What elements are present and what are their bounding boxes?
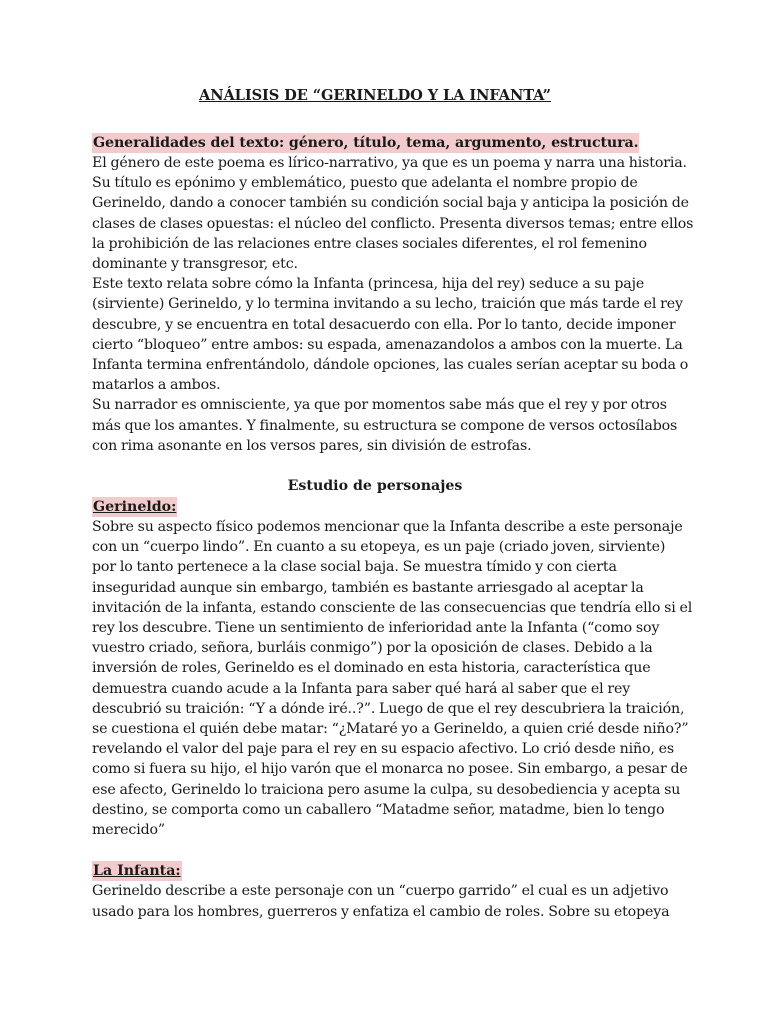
text-line: merecido” (92, 822, 166, 839)
paragraph-spacer (92, 840, 658, 860)
text-line: vuestro criado, señora, burláis conmigo”) por la oposición de clases. Debido a la (92, 640, 653, 657)
text-line: Su título es epónimo y emblemático, puesto que adelanta el nombre propio de (92, 175, 638, 192)
text-line: destino, se comporta como un caballero “Matadme señor, matadme, bien lo tengo (92, 801, 665, 818)
text-line: revelando el valor del paje para el rey en su espacio afectivo. Lo crió desde niño, es (92, 741, 674, 758)
text-line: usado para los hombres, guerreros y enfatiza el cambio de roles. Sobre su etopeya (92, 903, 670, 920)
character-infanta (92, 860, 670, 921)
text-line: descubre, y se encuentra en total desacuerdo con ella. Por lo tanto, decide imponer (92, 316, 676, 333)
text-line: Este texto relata sobre cómo la Infanta (princesa, hija del rey) seduce a su paje (92, 276, 645, 293)
text-line: se cuestiona el quién debe matar: “¿Mataré yo a Gerineldo, a quien crié desde niño?” (92, 721, 689, 738)
text-line: invitación de la infanta, estando consciente de las consecuencias que tendría ello si el (92, 599, 693, 616)
character-gerineldo (92, 496, 693, 840)
character-heading-infanta: La Infanta: (93, 863, 181, 880)
text-line: dominante y transgresor, etc. (92, 256, 298, 273)
text-line: demuestra cuando acude a la Infanta para saber qué hará al saber que el rey (92, 680, 631, 697)
text-line: por lo tanto pertenece a la clase social baja. Se muestra tímido y con cierta (92, 559, 617, 576)
section-heading-generalidades: Generalidades del texto: género, título, tema, argumento, estructura. (93, 135, 639, 151)
text-line: matarlos a ambos. (92, 377, 221, 394)
section-generalidades (92, 132, 694, 456)
text-line: (sirviente) Gerineldo, y lo termina invitando a su lecho, traición que más tarde el rey (92, 296, 683, 313)
text-line: inseguridad aunque sin embargo, también es bastante arriesgado al aceptar la (92, 579, 644, 596)
text-line: más que los amantes. Y finalmente, su estructura se compone de versos octosílabos (92, 417, 678, 434)
text-line: Gerineldo, dando a conocer también su condición social baja y anticipa la posición de (92, 195, 689, 212)
character1-body (92, 517, 693, 840)
text-line: ese afecto, Gerineldo lo traiciona pero asume la culpa, su desobediencia y acepta su (92, 781, 681, 798)
section-heading-personajes: Estudio de personajes (287, 478, 463, 495)
character-heading-gerineldo: Gerineldo: (93, 499, 177, 516)
text-line: Gerineldo describe a este personaje con un “cuerpo garrido” el cual es un adjetivo (92, 883, 669, 900)
character2-body (92, 881, 670, 921)
text-line: como si fuera su hijo, el hijo varón que el monarca no posee. Sin embargo, a pesar de (92, 761, 688, 778)
text-line: El género de este poema es lírico-narrativo, ya que es un poema y narra una historia. (92, 155, 687, 171)
text-line: clases de clases opuestas: el núcleo del conflicto. Presenta diversos temas; entre ellos (92, 215, 694, 232)
text-line: Sobre su aspecto físico podemos mencionar que la Infanta describe a este personaje (92, 519, 683, 536)
text-line: Infanta termina enfrentándolo, dándole opciones, las cuales serían aceptar su boda o (92, 357, 689, 374)
text-line: inversión de roles, Gerineldo es el dominado en esta historia, característica que (92, 660, 651, 677)
text-line: rey los descubre. Tiene un sentimiento de inferioridad ante la Infanta (“como soy (92, 620, 660, 637)
text-line: con rima asonante en los versos pares, sin división de estrofas. (92, 437, 532, 454)
text-line: con un “cuerpo lindo”. En cuanto a su etopeya, es un paje (criado joven, sirviente) (92, 539, 666, 556)
text-line: descubrió su traición: “Y a dónde iré..?”. Luego de que el rey descubriera la traición, (92, 700, 685, 717)
section1-body (92, 153, 694, 456)
text-line: cierto “bloqueo” entre ambos: su espada, amenazandolos a ambos con la muerte. La (92, 336, 683, 353)
text-line: Su narrador es omnisciente, ya que por momentos sabe más que el rey y por otros (92, 397, 667, 414)
text-line: la prohibición de las relaciones entre clases sociales diferentes, el rol femenino (92, 235, 647, 252)
document-title: ANÁLISIS DE “GERINELDO Y LA INFANTA” (199, 87, 551, 104)
